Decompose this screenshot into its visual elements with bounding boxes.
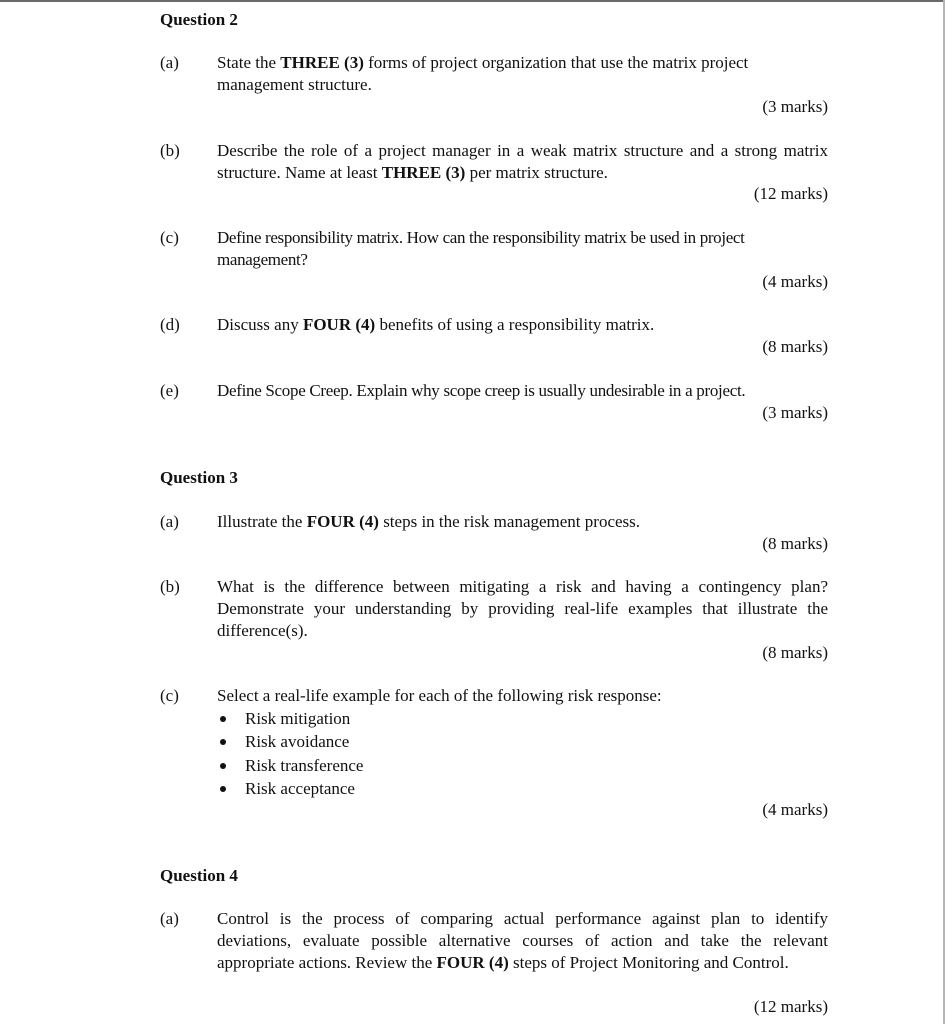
q4a-text: Control is the process of comparing actual performance against plan to identify deviations, evaluate possible alternative courses of action and take the relevant appropriate actions. Review the FOUR (4) steps of Project Monitoring and Control. — [217, 909, 828, 972]
q3c-marks: (4 marks) — [762, 800, 828, 819]
q4a-label: (a) — [160, 909, 179, 928]
q3b-marks: (8 marks) — [762, 643, 828, 662]
q3a-marks: (8 marks) — [762, 534, 828, 553]
q2c-marks: (4 marks) — [762, 272, 828, 291]
bullet-icon — [220, 739, 226, 745]
bullet-icon — [220, 763, 226, 769]
list-item: Risk transference — [217, 754, 828, 777]
list-item: Risk avoidance — [217, 730, 828, 753]
list-item: Risk acceptance — [217, 777, 828, 800]
q3b-text: What is the difference between mitigating a risk and having a contingency plan? Demonstrate your understanding by providing real-life examples that illustrate the difference(s). — [217, 577, 828, 640]
q2e-marks: (3 marks) — [762, 403, 828, 422]
q2e-text: Define Scope Creep. Explain why scope creep is usually undesirable in a project. — [217, 381, 746, 400]
question-3-heading: Question 3 — [160, 468, 238, 487]
q2b-label: (b) — [160, 141, 180, 160]
q2c-label: (c) — [160, 228, 179, 247]
question-2-heading: Question 2 — [160, 10, 238, 29]
q2d-marks: (8 marks) — [762, 337, 828, 356]
q2d-label: (d) — [160, 315, 180, 334]
q3a-text: Illustrate the FOUR (4) steps in the risk management process. — [217, 512, 641, 531]
list-item: Risk mitigation — [217, 707, 828, 730]
q2c-text: Define responsibility matrix. How can the responsibility matrix be used in project management? — [217, 228, 745, 269]
q3a-label: (a) — [160, 512, 179, 531]
q2b-text: Describe the role of a project manager in a weak matrix structure and a strong matrix structure. Name at least THREE (3) per matrix structure. — [217, 141, 828, 182]
q2b-marks: (12 marks) — [753, 184, 828, 203]
q3c-label: (c) — [160, 686, 179, 705]
top-border — [0, 0, 945, 2]
bullet-icon — [220, 786, 226, 792]
bullet-icon — [220, 716, 226, 722]
q3b-label: (b) — [160, 577, 180, 596]
q2e-label: (e) — [160, 381, 179, 400]
risk-response-list — [217, 707, 828, 800]
q2a-text: State the THREE (3) forms of project organization that use the matrix project management structure. — [217, 53, 749, 94]
q2d-text: Discuss any FOUR (4) benefits of using a responsibility matrix. — [217, 315, 655, 334]
q2a-label: (a) — [160, 53, 179, 72]
question-4-heading: Question 4 — [160, 866, 238, 885]
q2a-marks: (3 marks) — [762, 97, 828, 116]
q3c-block — [217, 685, 828, 800]
q3c-text: Select a real-life example for each of the following risk response: — [217, 686, 662, 705]
q4a-marks: (12 marks) — [753, 997, 828, 1016]
